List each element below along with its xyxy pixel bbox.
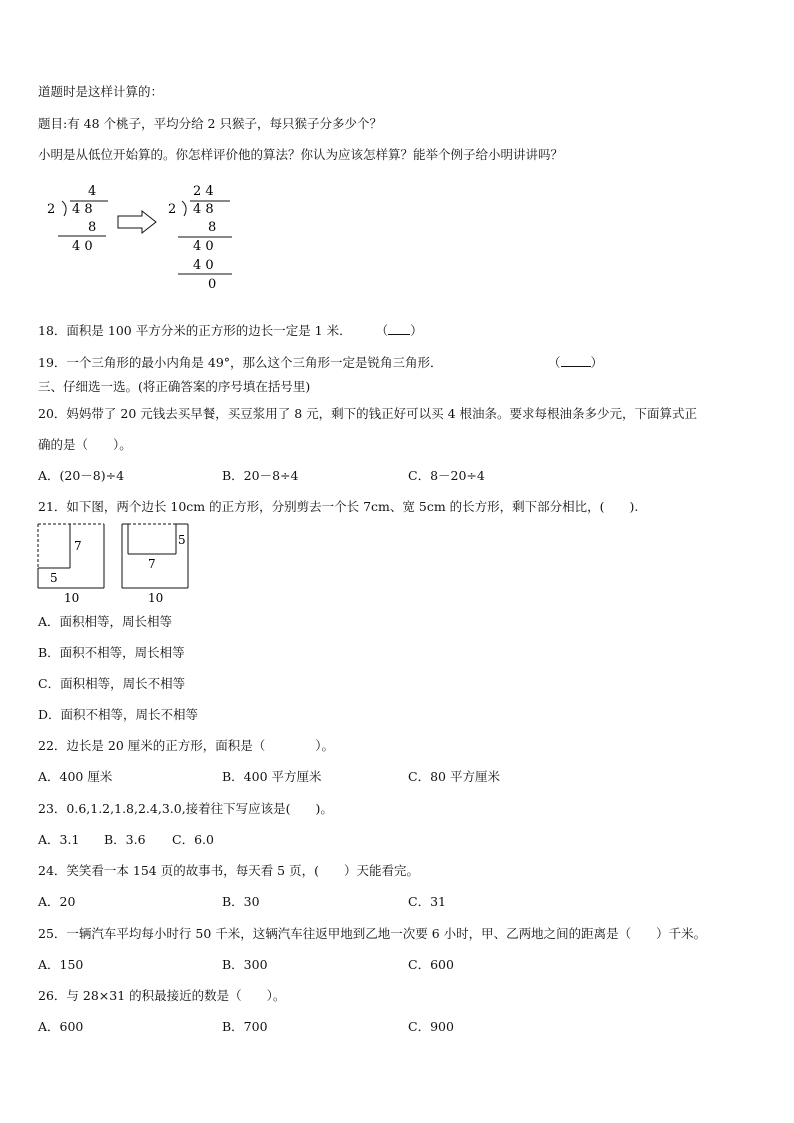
q18-answer-blank[interactable]	[388, 323, 410, 335]
q18-bracket-open: （	[375, 323, 389, 338]
q21-option-d[interactable]: D．面积不相等，周长不相等	[38, 707, 199, 722]
q22-option-c[interactable]: C．80 平方厘米	[408, 769, 500, 784]
intro-line-1: 道题时是这样计算的：	[38, 84, 164, 99]
q23-text: 23．0.6,1.2,1.8,2.4,3.0,接着往下写应该是( )。	[38, 801, 333, 816]
q20-line-2: 确的是（ ）。	[38, 437, 132, 452]
q25-option-b[interactable]: B．300	[222, 957, 268, 972]
fig1-side-label: 10	[64, 591, 80, 605]
q22-option-a[interactable]: A．400 厘米	[38, 769, 113, 784]
fig1-width-label: 5	[50, 571, 58, 585]
left-quotient: 4	[88, 184, 97, 199]
q21-option-a[interactable]: A．面积相等，周长相等	[38, 614, 173, 629]
right-remainder: 0	[208, 277, 217, 292]
right-step1: 8	[208, 220, 217, 235]
q26-option-a[interactable]: A．600	[38, 1019, 84, 1034]
arrow-icon	[118, 211, 156, 233]
q19-text: 19．一个三角形的最小内角是 49°，那么这个三角形一定是锐角三角形．	[38, 355, 443, 370]
q19-answer-blank[interactable]	[561, 355, 591, 367]
q25-option-a[interactable]: A．150	[38, 957, 84, 972]
q18	[38, 323, 423, 339]
division-figures	[38, 176, 258, 296]
q22-option-b[interactable]: B．400 平方厘米	[222, 769, 322, 784]
right-divisor: 2	[168, 202, 177, 217]
q19	[38, 355, 443, 371]
q18-bracket-close: ）	[410, 323, 423, 338]
right-dividend: 4 8	[193, 202, 214, 217]
q20-option-b[interactable]: B．20－8÷4	[222, 468, 299, 483]
left-divisor: 2	[47, 202, 56, 217]
q20-option-a[interactable]: A．(20－8)÷4	[38, 468, 125, 483]
q21-text: 21．如下图，两个边长 10cm 的正方形，分别剪去一个长 7cm、宽 5cm 的长方形，剩下部分相比，( ).	[38, 499, 639, 514]
fig2-height-label: 5	[178, 533, 186, 547]
q18-text: 18．面积是 100 平方分米的正方形的边长一定是 1 米．	[38, 323, 352, 338]
q21-figures	[36, 522, 196, 606]
right-quotient: 2 4	[193, 184, 214, 199]
fig2-width-label: 7	[148, 557, 156, 571]
q21-option-b[interactable]: B．面积不相等，周长相等	[38, 645, 185, 660]
intro-line-3: 小明是从低位开始算的。你怎样评价他的算法？你认为应该怎样算？能举个例子给小明讲讲吗？	[38, 147, 564, 162]
q19-bracket-open: （	[548, 355, 561, 370]
q24-option-c[interactable]: C．31	[408, 894, 446, 909]
q25-text: 25．一辆汽车平均每小时行 50 千米，这辆汽车往返甲地到乙地一次要 6 小时，甲、乙两地之间的距离是（ ）千米。	[38, 926, 707, 941]
q26-option-c[interactable]: C．900	[408, 1019, 454, 1034]
section-3-heading: 三、仔细选一选。(将正确答案的序号填在括号里)	[38, 379, 311, 394]
left-step2: 4 0	[72, 239, 93, 254]
q24-option-a[interactable]: A．20	[38, 894, 76, 909]
q22-text: 22．边长是 20 厘米的正方形，面积是（ ）。	[38, 738, 335, 753]
q21-option-c[interactable]: C．面积相等，周长不相等	[38, 676, 186, 691]
q19-answer	[548, 355, 603, 371]
q23-option-a[interactable]: A．3.1	[38, 832, 80, 847]
q25-option-c[interactable]: C．600	[408, 957, 454, 972]
intro-line-2: 题目:有 48 个桃子，平均分给 2 只猴子，每只猴子分多少个？	[38, 116, 382, 131]
left-step1: 8	[88, 220, 97, 235]
q23-option-b[interactable]: B．3.6	[104, 832, 146, 847]
fig2-side-label: 10	[148, 591, 164, 605]
q26-text: 26．与 28×31 的积最接近的数是（ ）。	[38, 988, 286, 1003]
right-step3: 4 0	[193, 258, 214, 273]
q24-text: 24．笑笑看一本 154 页的故事书，每天看 5 页，( ）天能看完。	[38, 863, 419, 878]
left-dividend: 4 8	[72, 202, 93, 217]
right-step2: 4 0	[193, 239, 214, 254]
fig1-height-label: 7	[74, 539, 82, 553]
q20-option-c[interactable]: C．8－20÷4	[408, 468, 485, 483]
q20-line-1: 20．妈妈带了 20 元钱去买早餐，买豆浆用了 8 元，剩下的钱正好可以买 4 根油条。要求每根油条多少元，下面算式正	[38, 406, 698, 421]
q23-option-c[interactable]: C．6.0	[172, 832, 214, 847]
q19-bracket-close: ）	[590, 355, 604, 370]
q24-option-b[interactable]: B．30	[222, 894, 260, 909]
q26-option-b[interactable]: B．700	[222, 1019, 268, 1034]
